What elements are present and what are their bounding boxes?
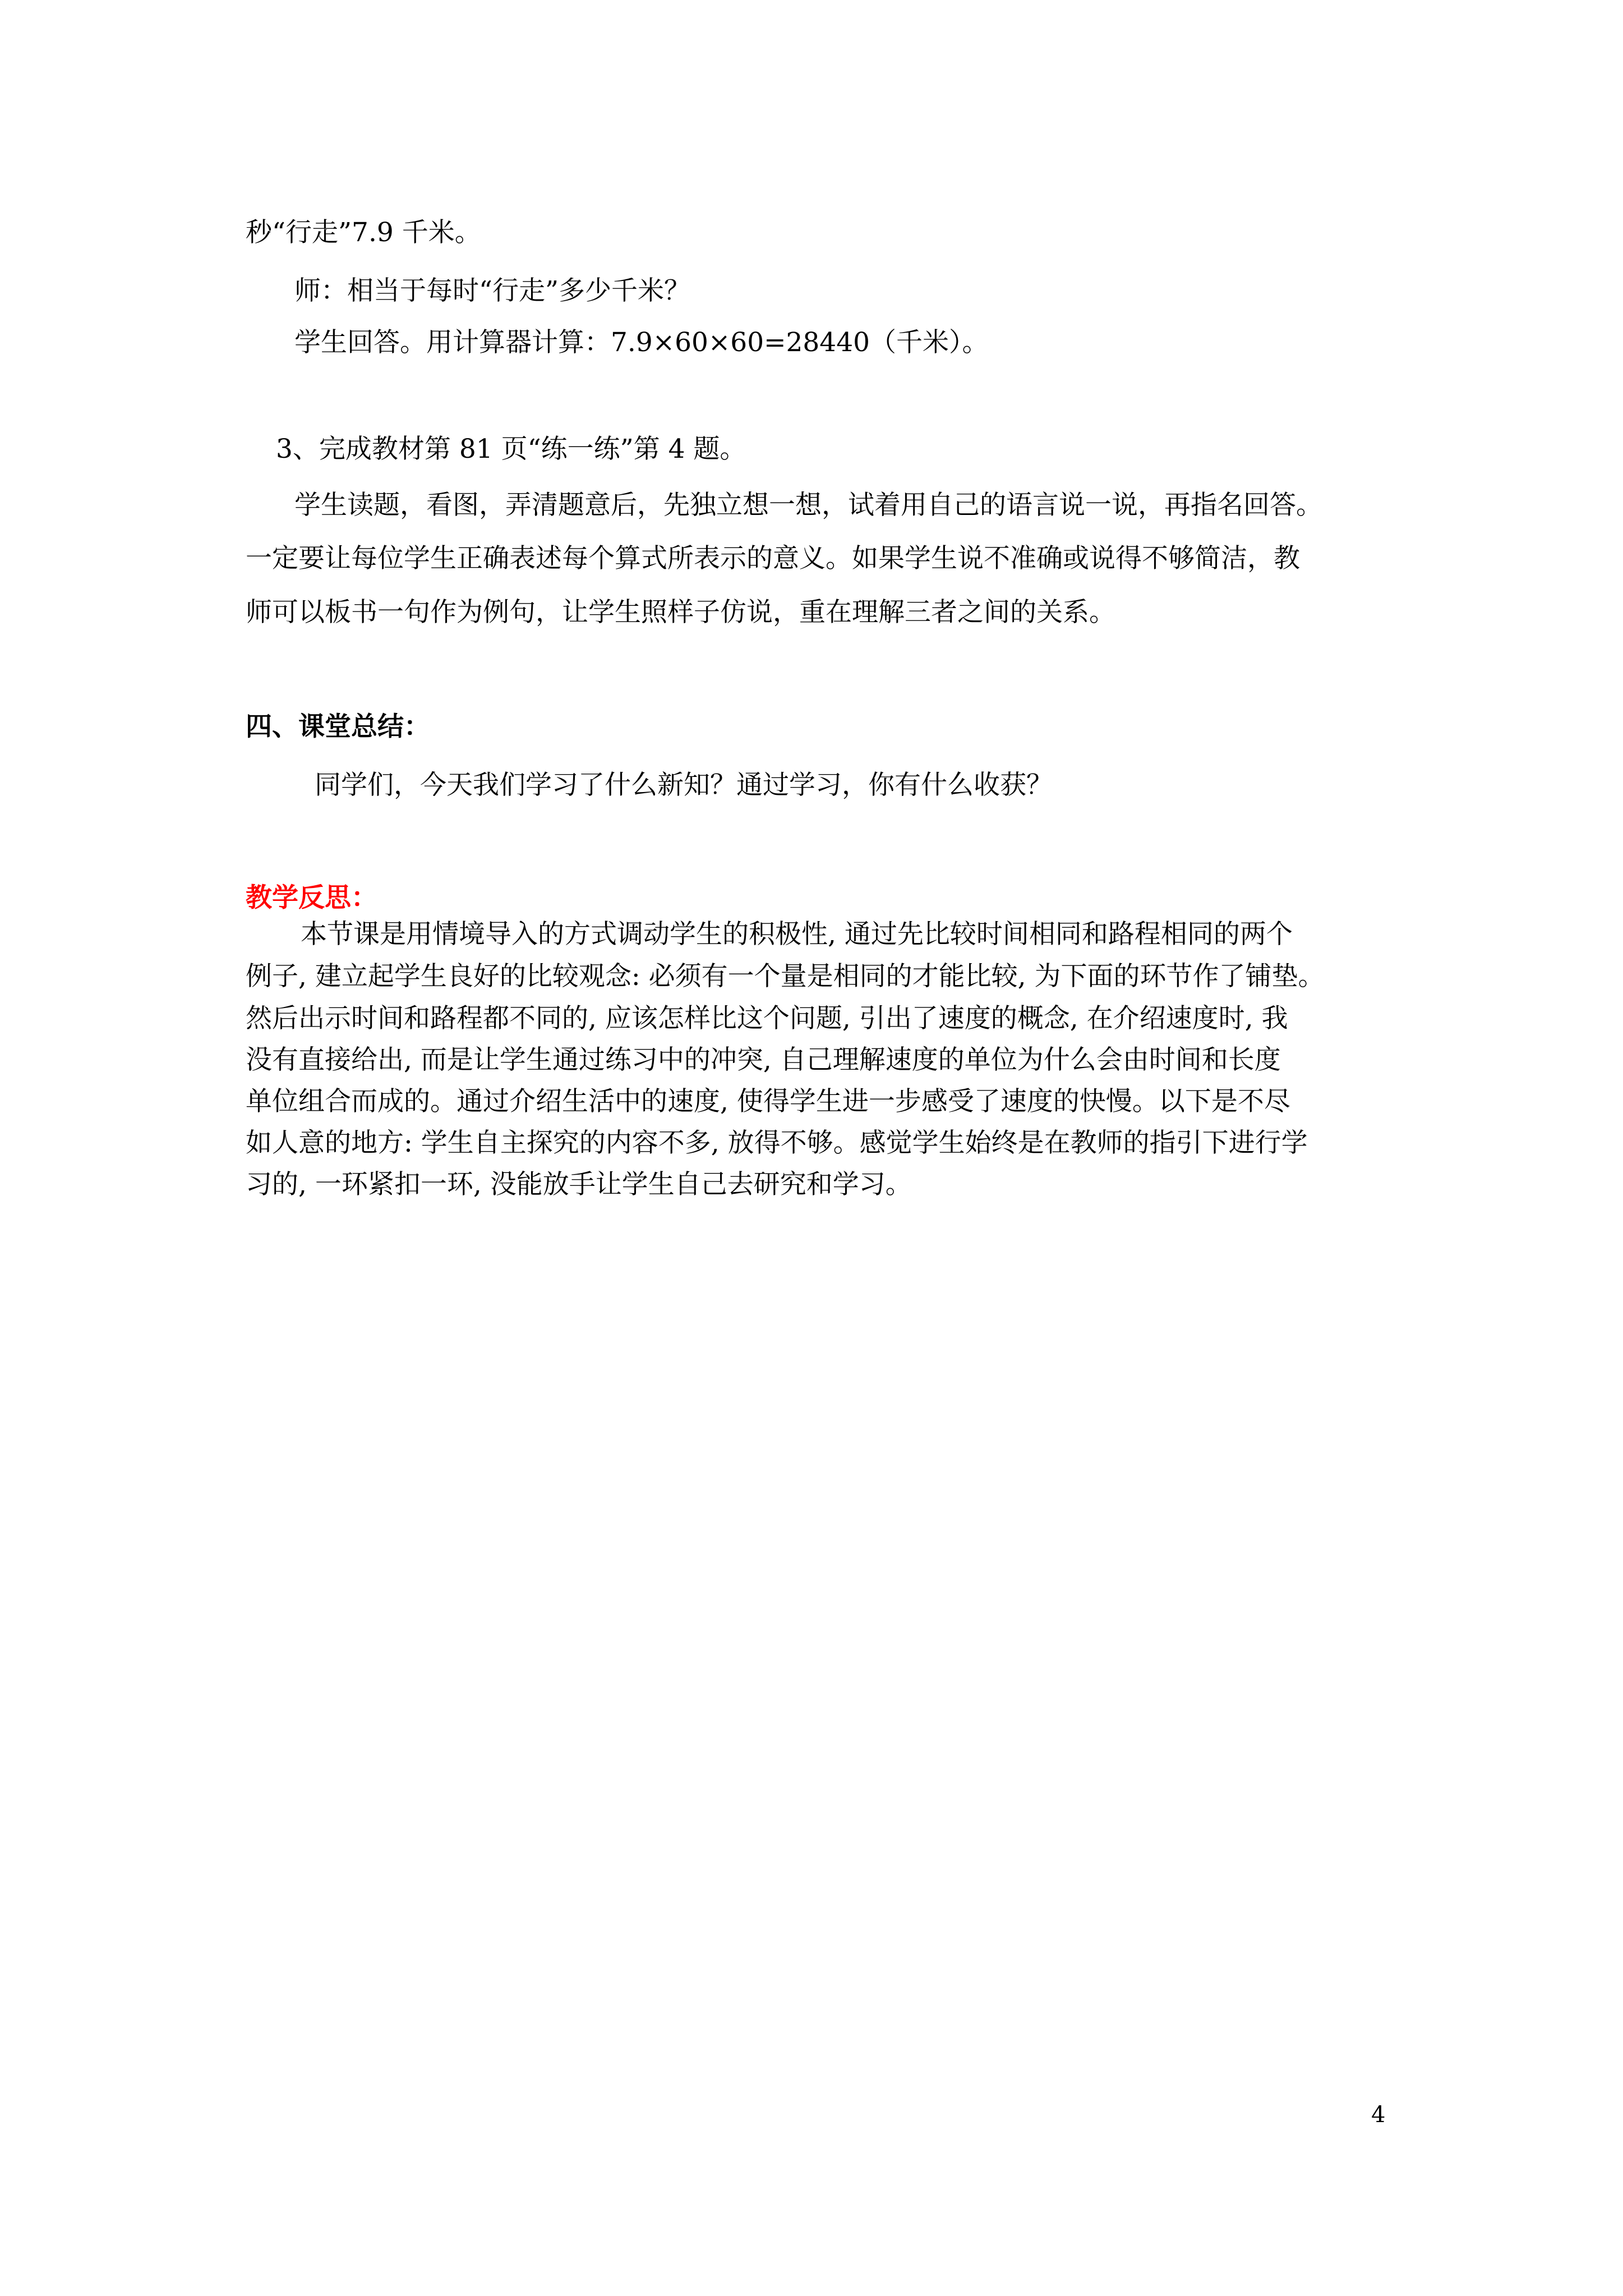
text-line: 一定要让每位学生正确表述每个算式所表示的意义。如果学生说不准确或说得不够简洁，教 bbox=[246, 543, 1300, 574]
reflection-line: 本节课是用情境导入的方式调动学生的积极性, 通过先比较时间相同和路程相同的两个 bbox=[301, 919, 1293, 950]
reflection-line: 例子, 建立起学生良好的比较观念: 必须有一个量是相同的才能比较, 为下面的环节作了铺垫。 bbox=[246, 961, 1325, 992]
section-heading: 四、课堂总结： bbox=[246, 711, 430, 742]
text-line: 师可以板书一句作为例句，让学生照样子仿说，重在理解三者之间的关系。 bbox=[246, 597, 1115, 628]
reflection-heading: 教学反思： bbox=[246, 882, 377, 913]
section-text: 同学们，今天我们学习了什么新知？通过学习，你有什么收获？ bbox=[315, 770, 1053, 800]
reflection-line: 没有直接给出, 而是让学生通过练习中的冲突, 自己理解速度的单位为什么会由时间和长度 bbox=[246, 1045, 1281, 1075]
reflection-line: 然后出示时间和路程都不同的, 应该怎样比这个问题, 引出了速度的概念, 在介绍速度时, 我 bbox=[246, 1003, 1288, 1034]
text-line: 师：相当于每时“行走”多少千米？ bbox=[294, 275, 691, 306]
text-line: 学生回答。用计算器计算：7.9×60×60=28440（千米）。 bbox=[294, 327, 989, 358]
text-line: 学生读题，看图，弄清题意后，先独立想一想，试着用自己的语言说一说，再指名回答。 bbox=[294, 490, 1322, 521]
text-line: 3、完成教材第 81 页“练一练”第 4 题。 bbox=[276, 434, 746, 464]
text-line: 秒“行走”7.9 千米。 bbox=[246, 217, 481, 248]
reflection-line: 单位组合而成的。通过介绍生活中的速度, 使得学生进一步感受了速度的快慢。以下是不尽 bbox=[246, 1086, 1290, 1117]
reflection-line: 如人意的地方: 学生自主探究的内容不多, 放得不够。感觉学生始终是在教师的指引下进行学 bbox=[246, 1128, 1308, 1158]
page-number: 4 bbox=[1371, 2102, 1386, 2128]
reflection-line: 习的, 一环紧扣一环, 没能放手让学生自己去研究和学习。 bbox=[246, 1169, 912, 1200]
